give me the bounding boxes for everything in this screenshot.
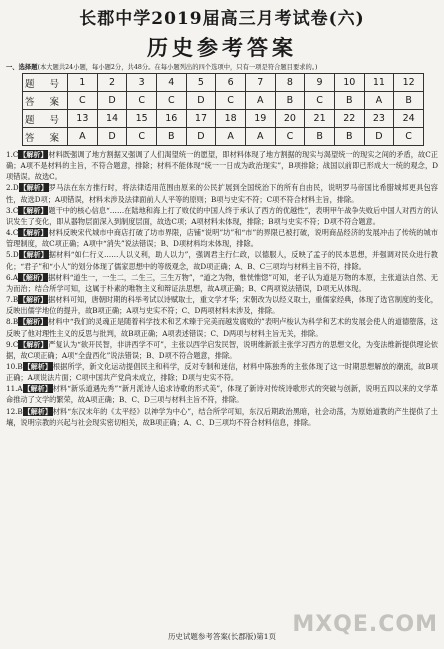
analysis-tag: 【解析】 (19, 317, 48, 327)
item-number: 2.D (6, 183, 19, 193)
question-number-cell: 13 (68, 110, 98, 128)
item-number: 3.C (6, 205, 19, 215)
item-text: 材料反映宋代城市中商店打破了坊市界限，店铺“说明”坊”和“市”的界限已被打破，说明商品经济的发展冲击了传统的城市管理制度，故C项正确；A项中“消失”说法错误；B、D项材料均未体现，排除。 (6, 228, 438, 249)
section-instructions: (本大题共24小题，每小题2分，共48分。在每小题列出的四个选项中，只有一项是符合题目要求的。) (37, 64, 318, 71)
analysis-tag: 【解析】 (23, 361, 52, 371)
item-number: 12.B (6, 406, 23, 416)
answer-table-row-numbers-2 (23, 110, 424, 128)
explanation-item (6, 294, 438, 316)
question-number-cell: 7 (245, 74, 275, 92)
answer-table (22, 73, 424, 146)
section-heading (6, 63, 438, 72)
explanation-item (6, 272, 438, 294)
explanation-item (6, 361, 438, 383)
item-text: 题干中的核心信息“……在陆地和海上打了败仗的中国人终于承认了西方的优越性”，表明甲午战争失败后中国人对西方的认识发生了变化，即从器物层面深入到制度层面，故选C项；A项材料未体现，排除；B项与史实不符；D项不符合题意。 (6, 205, 438, 226)
school-title: 长郡中学2019届高三月考试卷(六) (79, 9, 365, 29)
question-number-cell: 2 (97, 74, 127, 92)
row-label: 题 号 (23, 74, 68, 92)
answer-cell: A (245, 128, 275, 146)
item-text: 罗马法在东方推行时，将法律适用范围由原来的公民扩展到全国统治下的所有自由民，说明罗马帝国比希腊城邦更具包容性，故选D项；A项错误，材料未涉及法律面前人人平等的原则；B项与史实不符；C项不符合材料主旨，排除。 (6, 183, 438, 204)
question-number-cell: 10 (334, 74, 364, 92)
question-number-cell: 19 (245, 110, 275, 128)
question-number-cell: 18 (216, 110, 246, 128)
analysis-tag: 【解析】 (19, 150, 48, 159)
item-number: 6.A (6, 272, 19, 282)
item-text: 根据所学，新文化运动提倡民主和科学，反对专制和迷信，材料中陈独秀的主张体现了这一时期思想解放的潮流，故B项正确；A项说法片面；C项中国共产党尚未成立，排除；D项与史实不符。 (6, 361, 438, 383)
explanation-item (6, 182, 438, 204)
question-number-cell: 15 (127, 110, 157, 128)
row-label: 答 案 (23, 92, 68, 110)
question-number-cell: 3 (127, 74, 157, 92)
answer-cell: B (156, 128, 186, 146)
answer-table-row-answers-2 (23, 128, 424, 146)
analysis-tag: 【解析】 (19, 183, 48, 193)
explanation-item (6, 406, 438, 428)
question-number-cell: 12 (394, 74, 424, 92)
answer-cell: C (275, 128, 305, 146)
answer-cell: A (245, 92, 275, 110)
analysis-tag: 【解析】 (19, 228, 48, 238)
analysis-tag: 【解析】 (23, 406, 52, 416)
analysis-tag: 【解析】 (19, 272, 48, 282)
analysis-tag: 【解析】 (19, 205, 48, 215)
item-text: 材料“新乐道遇先秀”“新月派诗人追求诗歌的形式美”，体现了新诗对传统诗歌形式的突破与创新，说明五四以来的文学革命推动了文学的繁荣，故A项正确；B、C、D三项与材料主旨不符，排除。 (6, 384, 438, 405)
answer-cell: B (334, 92, 364, 110)
question-number-cell: 20 (275, 110, 305, 128)
answer-cell: A (68, 128, 98, 146)
explanation-item (6, 149, 438, 182)
item-number: 10.B (6, 361, 23, 371)
answer-cell: C (68, 92, 98, 110)
analysis-tag: 【解析】 (23, 384, 52, 394)
item-text: 严复认为“欲开民智，非讲西学不可”，主张以西学启发民智，说明维新派主张学习西方的思想文化，为变法维新提供理论依据，故C项正确；A项“全盘西化”说法错误；B、D项不符合题意，排除。 (6, 339, 438, 360)
answer-table-row-numbers-1 (23, 74, 424, 92)
answer-cell: D (186, 92, 216, 110)
answer-cell: C (156, 92, 186, 110)
explanation-item (6, 249, 438, 271)
explanation-item (6, 339, 438, 361)
answer-cell: A (216, 128, 246, 146)
question-number-cell: 1 (68, 74, 98, 92)
item-number: 4.C (6, 228, 19, 238)
question-number-cell: 6 (216, 74, 246, 92)
explanation-item (6, 205, 438, 227)
question-number-cell: 22 (334, 110, 364, 128)
answer-cell: D (186, 128, 216, 146)
item-text: 据材料“如仁行义……人以义利，助人以力”，强调君主行仁政，以德服人，反映了孟子的民本思想，并强调对民众进行教化；“君子”和“小人”的划分体现了儒家思想中的等级观念，故D项正确；A、B、C三项均与材料主旨不符，排除。 (6, 250, 438, 271)
answer-cell: D (97, 128, 127, 146)
item-text: 据材料“道生一，一生二，二生三，三生万物”，“道之为物，惟恍惟惚”可知，老子认为道是万物的本原，主张道法自然、无为而治；结合所学可知，这属于朴素的唯物主义和辩证法思想，故A项正确；B、C两项说法错误，D项无从体现。 (6, 272, 438, 293)
question-number-cell: 21 (305, 110, 335, 128)
answer-cell: C (305, 92, 335, 110)
explanation-item (6, 227, 438, 249)
question-number-cell: 9 (305, 74, 335, 92)
item-number: 8.B (6, 317, 19, 327)
item-number: 5.D (6, 250, 19, 260)
row-label: 题 号 (23, 110, 68, 128)
page-footer: 历史试题参考答案(长郡版)第1页 (167, 632, 277, 641)
answer-cell: C (127, 128, 157, 146)
analysis-tag: 【解析】 (19, 250, 48, 260)
question-number-cell: 24 (394, 110, 424, 128)
answer-table-row-answers-1 (23, 92, 424, 110)
item-number: 11.A (6, 384, 23, 394)
item-text: 据材料可知，唐朝时期的科举考试以诗赋取士，重文学才华；宋朝改为以经义取士，重儒家经典，体现了选官制度的变化，反映出儒学地位的提升，故B项正确；A项与史实不符；C、D两项材料未涉及，排除。 (6, 295, 438, 316)
answer-cell: B (334, 128, 364, 146)
answer-cell: A (364, 92, 394, 110)
explanation-item (6, 383, 438, 405)
question-number-cell: 8 (275, 74, 305, 92)
item-number: 9.C (6, 339, 19, 349)
question-number-cell: 23 (364, 110, 394, 128)
item-text: 材料“东汉末年的《太平经》以神学为中心”，结合所学可知，东汉后期政治黑暗，社会动荡，为原始道教的产生提供了土壤，说明宗教的兴起与社会现实密切相关，故B项正确；A、C、D三项均不符合材料信息，排除。 (6, 406, 438, 427)
analysis-tag: 【解析】 (19, 339, 48, 349)
item-text: 材料既强调了地方割据又强调了人们渴望统一的愿望，即材料体现了地方割据的现实与渴望统一的现实之间的矛盾，故C正确；A项不是材料的主旨，不符合题意，排除；材料不能体现“统一一日成为政治现实”，B项排除；战国以前即已形成大一统的观念，D项错误。故选C。 (6, 150, 438, 182)
question-number-cell: 5 (186, 74, 216, 92)
question-number-cell: 16 (156, 110, 186, 128)
question-number-cell: 14 (97, 110, 127, 128)
answer-cell: C (127, 92, 157, 110)
document-title: 历史参考答案 (147, 35, 297, 60)
question-number-cell: 11 (364, 74, 394, 92)
answer-cell: C (394, 128, 424, 146)
item-number: 1.C (6, 150, 19, 159)
explanations (6, 149, 438, 428)
site-watermark: MXQE.COM (292, 612, 438, 637)
answer-cell: B (305, 128, 335, 146)
question-number-cell: 4 (156, 74, 186, 92)
item-text: 材料中“我们的灵魂正是随着科学技术和艺术臻于完美而越发腐败的”表明卢梭认为科学和艺术的发展会使人的道德堕落，这反映了他对理性主义的反思与批判，故B项正确；A项表述错误；C、D两项与材料主旨无关，排除。 (6, 317, 438, 338)
question-number-cell: 17 (186, 110, 216, 128)
answer-cell: D (97, 92, 127, 110)
answer-cell: B (275, 92, 305, 110)
answer-cell: B (394, 92, 424, 110)
item-number: 7.B (6, 295, 19, 305)
explanation-item (6, 316, 438, 338)
answer-cell: C (216, 92, 246, 110)
answer-cell: D (364, 128, 394, 146)
row-label: 答 案 (23, 128, 68, 146)
section-label: 一、选择题 (6, 64, 38, 71)
analysis-tag: 【解析】 (19, 295, 48, 305)
